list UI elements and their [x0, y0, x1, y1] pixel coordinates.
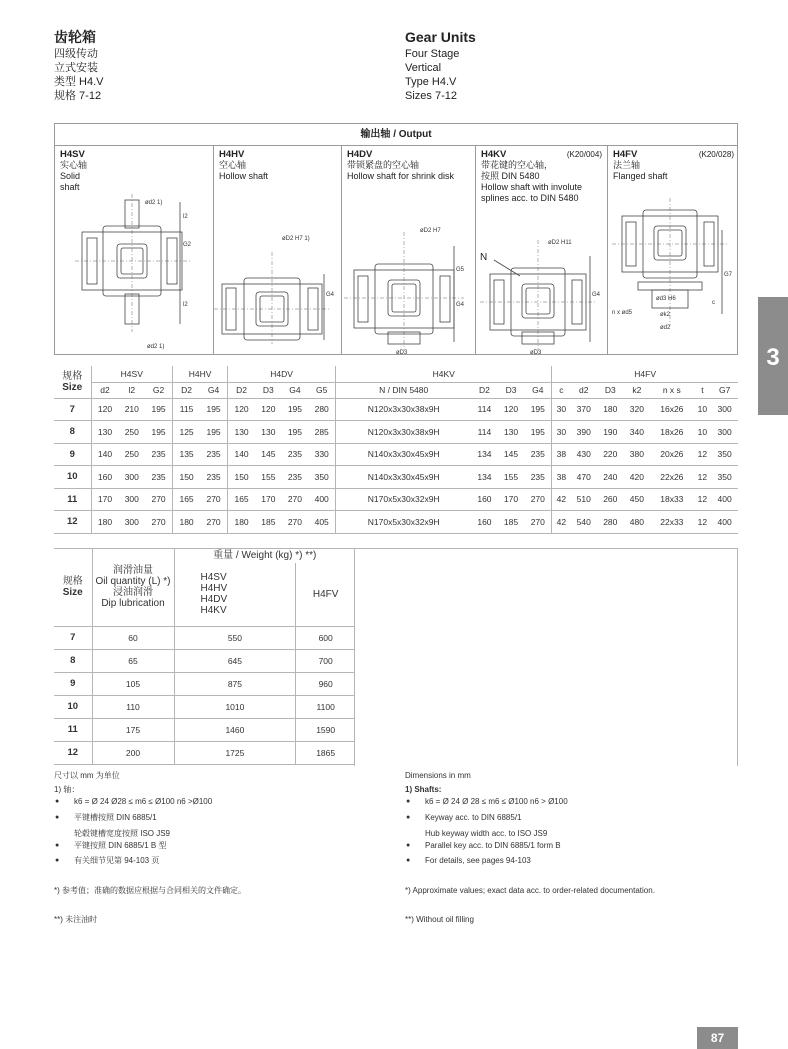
note-bullet: ● 平键按照 DIN 6885/1 B 型: [54, 840, 374, 852]
table-cell: 16x26: [650, 398, 693, 421]
table-cell: 130: [255, 421, 282, 444]
table-cell: 18x33: [650, 488, 693, 511]
size-header: 规格 Size: [54, 548, 92, 626]
table-cell: 235: [145, 443, 173, 466]
table-cell: 135: [173, 443, 201, 466]
table-cell: 195: [200, 398, 228, 421]
oil-weight-table: [54, 548, 355, 765]
table-cell: 120: [498, 398, 525, 421]
column-header: c: [552, 382, 571, 398]
svg-text:n x ød5: n x ød5: [612, 310, 633, 316]
panel-title: 输出轴 / Output: [55, 124, 737, 146]
table-cell: 140: [228, 443, 256, 466]
table-cell: 60: [92, 626, 174, 649]
table-cell: 1865: [296, 741, 355, 764]
header-cn: [54, 28, 104, 103]
size-cell: 12: [54, 741, 92, 764]
note-line: 轮毂键槽宽度按照 ISO JS9: [74, 829, 171, 838]
table-cell: 300: [119, 466, 146, 489]
drawing-h4kv: [476, 146, 608, 355]
chapter-tab: [758, 297, 788, 415]
svg-text:N: N: [480, 252, 488, 263]
solid-shaft-drawing: [55, 146, 214, 355]
table-row: [54, 672, 355, 695]
table-cell: 180: [173, 511, 201, 534]
column-header: D2: [471, 382, 498, 398]
column-header: l2: [119, 382, 146, 398]
table-cell: 120: [255, 398, 282, 421]
note-bullet: ● Parallel key acc. to DIN 6885/1 form B: [405, 840, 738, 852]
column-header: n x s: [650, 382, 693, 398]
note-bullet: ● Keyway acc. to DIN 6885/1: [405, 812, 738, 824]
table-cell: 270: [145, 488, 173, 511]
table-cell: 280: [308, 398, 336, 421]
svg-text:øk2: øk2: [660, 312, 671, 318]
table-column-header: [54, 382, 738, 398]
table-row: [54, 718, 355, 741]
table-cell: 155: [255, 466, 282, 489]
notes-en: [405, 770, 738, 926]
table-row: [54, 511, 738, 534]
footnote: **) 未注油时: [54, 915, 98, 924]
note-bullet: ● k6 = Ø 24 Ø 28 ≤ m6 ≤ Ø100 n6 > Ø100: [405, 796, 738, 808]
table-row: [54, 626, 355, 649]
group-h4sv: H4SV: [91, 366, 173, 382]
table-cell: 1725: [174, 741, 296, 764]
table-cell: 65: [92, 649, 174, 672]
column-header: d2: [570, 382, 597, 398]
table-cell: 270: [145, 511, 173, 534]
table-cell: 350: [308, 466, 336, 489]
table-cell: N140x3x30x45x9H: [336, 443, 471, 466]
table-cell: 270: [282, 488, 309, 511]
header-en-line: Vertical: [405, 62, 442, 74]
table-cell: N140x3x30x45x9H: [336, 466, 471, 489]
column-header: t: [694, 382, 712, 398]
table-cell: 130: [228, 421, 256, 444]
table-cell: 160: [91, 466, 119, 489]
table-cell: 235: [282, 443, 309, 466]
table-cell: 110: [92, 695, 174, 718]
table-cell: 130: [91, 421, 119, 444]
table-cell: 450: [624, 488, 651, 511]
size-cell: 11: [54, 718, 92, 741]
svg-text:G4: G4: [456, 302, 465, 308]
column-header: G4: [200, 382, 228, 398]
drawing-title: H4DV 带锁紧盘的空心轴 Hollow shaft for shrink disk: [347, 149, 455, 181]
table-row: [54, 695, 355, 718]
table-cell: 250: [119, 443, 146, 466]
output-drawings-panel: [54, 123, 738, 355]
svg-text:c: c: [712, 300, 715, 306]
table-cell: 235: [200, 443, 228, 466]
drawing-title: H4FV 法兰轴 Flanged shaft: [613, 149, 668, 181]
table-cell: 600: [296, 626, 355, 649]
notes-cn: [54, 770, 374, 926]
size-cell: 11: [54, 488, 91, 511]
table-cell: 330: [308, 443, 336, 466]
drawing-title: H4KV 带花键的空心轴， 按照 DIN 5480 Hollow shaft with involute splines acc. to DIN 5480: [481, 149, 583, 203]
table-cell: 120: [91, 398, 119, 421]
table-cell: 320: [624, 398, 651, 421]
table-cell: 430: [570, 443, 597, 466]
table-cell: 960: [296, 672, 355, 695]
table-cell: 470: [570, 466, 597, 489]
size-cell: 8: [54, 421, 91, 444]
table-cell: 115: [173, 398, 201, 421]
table-cell: 125: [173, 421, 201, 444]
table-cell: 1010: [174, 695, 296, 718]
table-row: [54, 421, 738, 444]
header-en: [405, 28, 476, 103]
column-header: D3: [255, 382, 282, 398]
table-cell: 260: [597, 488, 624, 511]
column-header: d2: [91, 382, 119, 398]
table-cell: 170: [498, 488, 525, 511]
table-cell: 180: [91, 511, 119, 534]
table-cell: 170: [255, 488, 282, 511]
table-cell: 140: [91, 443, 119, 466]
table-cell: 175: [92, 718, 174, 741]
table-cell: 12: [694, 488, 712, 511]
page-number: 87: [697, 1027, 738, 1049]
column-header: G5: [308, 382, 336, 398]
table-cell: 875: [174, 672, 296, 695]
table-cell: 20x26: [650, 443, 693, 466]
weight-group-2: H4FV: [296, 563, 355, 626]
drawing-h4fv: [608, 146, 739, 355]
header-en-line: Four Stage: [405, 48, 460, 60]
header-cn-title: 齿轮箱: [54, 29, 96, 45]
svg-text:øD2 H7: øD2 H7: [420, 228, 441, 234]
table-cell: 10: [694, 398, 712, 421]
table-cell: N120x3x30x38x9H: [336, 398, 471, 421]
table-cell: 155: [498, 466, 525, 489]
size-cell: 7: [54, 398, 91, 421]
drawing-h4sv: [55, 146, 214, 355]
table-cell: 42: [552, 488, 571, 511]
note-line: 1) 轴：: [54, 785, 80, 794]
header-cn-line: 四级传动: [54, 48, 98, 60]
table-cell: 700: [296, 649, 355, 672]
column-header: D2: [228, 382, 256, 398]
table2-empty-area: [354, 548, 738, 766]
table-cell: 38: [552, 443, 571, 466]
table-cell: 400: [711, 511, 738, 534]
footnote: *) 参考值；准确的数据应根据与合同相关的文件确定。: [54, 886, 246, 895]
table-cell: 235: [200, 466, 228, 489]
table-cell: 350: [711, 466, 738, 489]
table-cell: N120x3x30x38x9H: [336, 421, 471, 444]
table-row: [54, 488, 738, 511]
group-h4dv: H4DV: [228, 366, 336, 382]
svg-text:G2: G2: [183, 242, 192, 248]
header-en-line: Type H4.V: [405, 76, 457, 88]
table-cell: 300: [119, 511, 146, 534]
drawing-tag: (K20/028): [698, 150, 734, 159]
table-cell: 134: [471, 443, 498, 466]
table-cell: N170x5x30x32x9H: [336, 511, 471, 534]
drawing-tag: (K20/004): [566, 150, 602, 159]
table-cell: 370: [570, 398, 597, 421]
shrink-disk-shaft-drawing: [342, 146, 476, 355]
table-cell: 114: [471, 398, 498, 421]
table-cell: 210: [119, 398, 146, 421]
column-header: G4: [524, 382, 552, 398]
table-cell: 105: [92, 672, 174, 695]
table-cell: 400: [308, 488, 336, 511]
header-cn-line: 类型 H4.V: [54, 76, 104, 88]
table-cell: 165: [173, 488, 201, 511]
table-cell: 380: [624, 443, 651, 466]
note-line: Hub keyway width acc. to ISO JS9: [425, 829, 548, 838]
drawing-h4dv: [342, 146, 476, 355]
header-en-line: Sizes 7-12: [405, 90, 457, 102]
table-cell: 30: [552, 421, 571, 444]
table-cell: 18x26: [650, 421, 693, 444]
drawing-title: H4HV 空心轴 Hollow shaft: [219, 149, 269, 181]
table-cell: 134: [471, 466, 498, 489]
table-cell: 195: [282, 421, 309, 444]
column-header: G4: [282, 382, 309, 398]
column-header: G2: [145, 382, 173, 398]
group-h4kv: H4KV: [336, 366, 552, 382]
table-cell: 300: [119, 488, 146, 511]
table2-header: [54, 548, 355, 563]
table-cell: 180: [228, 511, 256, 534]
table-cell: 38: [552, 466, 571, 489]
column-header: D2: [173, 382, 201, 398]
table-cell: 150: [228, 466, 256, 489]
table-cell: 540: [570, 511, 597, 534]
note-bullet: ● 有关细节见第 94-103 页: [54, 855, 374, 867]
column-header: G7: [711, 382, 738, 398]
dimensions-table: [54, 366, 738, 534]
note-line: 1) Shafts:: [405, 785, 442, 794]
table-cell: 420: [624, 466, 651, 489]
table-cell: 42: [552, 511, 571, 534]
table-cell: 240: [597, 466, 624, 489]
size-header: 规格 Size: [54, 366, 91, 398]
size-cell: 9: [54, 443, 91, 466]
table-cell: 235: [524, 466, 552, 489]
table-cell: 120: [228, 398, 256, 421]
drawing-title: H4SV 实心轴 Solid shaft: [60, 149, 88, 192]
svg-text:G7: G7: [724, 272, 733, 278]
table-cell: 270: [200, 488, 228, 511]
table-cell: 185: [255, 511, 282, 534]
table-group-header: [54, 366, 738, 382]
table-cell: 285: [308, 421, 336, 444]
table-cell: 645: [174, 649, 296, 672]
table-cell: 270: [524, 511, 552, 534]
table-cell: 145: [498, 443, 525, 466]
chapter-number: 3: [766, 344, 780, 371]
table-cell: 160: [471, 488, 498, 511]
table-cell: N170x5x30x32x9H: [336, 488, 471, 511]
column-header: D3: [498, 382, 525, 398]
note-bullet: ● 平键槽按照 DIN 6885/1: [54, 812, 374, 824]
table-cell: 350: [711, 443, 738, 466]
table-cell: 1590: [296, 718, 355, 741]
table-cell: 270: [282, 511, 309, 534]
svg-text:l2: l2: [183, 302, 188, 308]
table-cell: 340: [624, 421, 651, 444]
table-cell: 130: [498, 421, 525, 444]
svg-text:G4: G4: [326, 292, 335, 298]
footnote: **) Without oil filling: [405, 915, 474, 924]
column-header: N / DIN 5480: [336, 382, 471, 398]
table-cell: 12: [694, 466, 712, 489]
column-header: k2: [624, 382, 651, 398]
table-cell: 270: [200, 511, 228, 534]
group-h4fv: H4FV: [552, 366, 738, 382]
table-cell: 22x33: [650, 511, 693, 534]
svg-text:ød2 1): ød2 1): [145, 200, 163, 206]
column-header: D3: [597, 382, 624, 398]
table-cell: 114: [471, 421, 498, 444]
table-cell: 160: [471, 511, 498, 534]
svg-text:øD2 H11: øD2 H11: [548, 240, 572, 246]
size-cell: 7: [54, 626, 92, 649]
table-cell: 235: [145, 466, 173, 489]
table-cell: 480: [624, 511, 651, 534]
svg-text:øD3: øD3: [530, 350, 542, 355]
note-line: Dimensions in mm: [405, 771, 471, 780]
table-row: [54, 466, 738, 489]
table-cell: 195: [524, 398, 552, 421]
splined-shaft-drawing: [476, 146, 608, 355]
table-cell: 200: [92, 741, 174, 764]
table-cell: 195: [145, 421, 173, 444]
table-cell: 150: [173, 466, 201, 489]
svg-text:G4: G4: [592, 292, 601, 298]
weight-header: 重量 / Weight (kg) *) **): [174, 548, 355, 563]
table-cell: 390: [570, 421, 597, 444]
svg-text:l2: l2: [183, 214, 188, 220]
table-cell: 270: [524, 488, 552, 511]
table-cell: 180: [597, 398, 624, 421]
table-cell: 165: [228, 488, 256, 511]
svg-text:ød2: ød2: [660, 325, 671, 331]
oil-quantity-header: 润滑油量 Oil quantity (L) *) 浸油润滑 Dip lubrication: [92, 548, 174, 626]
table-cell: 190: [597, 421, 624, 444]
svg-text:øD2 H7 1): øD2 H7 1): [282, 236, 310, 242]
svg-text:G5: G5: [456, 267, 465, 273]
table-row: [54, 398, 738, 421]
table-cell: 22x26: [650, 466, 693, 489]
header-cn-line: 立式安装: [54, 62, 98, 74]
table-cell: 195: [524, 421, 552, 444]
table-row: [54, 443, 738, 466]
table-cell: 300: [711, 398, 738, 421]
table-cell: 550: [174, 626, 296, 649]
table-cell: 235: [282, 466, 309, 489]
table-cell: 12: [694, 511, 712, 534]
table-cell: 195: [145, 398, 173, 421]
table-cell: 405: [308, 511, 336, 534]
table-row: [54, 649, 355, 672]
hollow-shaft-drawing: [214, 146, 342, 355]
header-en-title: Gear Units: [405, 29, 476, 45]
size-cell: 12: [54, 511, 91, 534]
table-cell: 10: [694, 421, 712, 444]
footnote: *) Approximate values; exact data acc. to order-related documentation.: [405, 886, 655, 895]
table-cell: 30: [552, 398, 571, 421]
size-cell: 10: [54, 466, 91, 489]
table-cell: 1100: [296, 695, 355, 718]
table-cell: 220: [597, 443, 624, 466]
table-cell: 145: [255, 443, 282, 466]
note-bullet: ● For details, see pages 94-103: [405, 855, 738, 867]
size-cell: 9: [54, 672, 92, 695]
table-cell: 185: [498, 511, 525, 534]
size-cell: 8: [54, 649, 92, 672]
drawing-h4hv: [214, 146, 342, 355]
note-line: 尺寸以 mm 为单位: [54, 771, 120, 780]
table-row: [54, 741, 355, 764]
svg-text:ød3 H6: ød3 H6: [656, 296, 676, 302]
table-cell: 195: [282, 398, 309, 421]
table-cell: 400: [711, 488, 738, 511]
header-cn-line: 规格 7-12: [54, 90, 102, 102]
group-h4hv: H4HV: [173, 366, 228, 382]
table-cell: 300: [711, 421, 738, 444]
svg-text:ød2 1): ød2 1): [147, 344, 165, 350]
note-bullet: ● k6 = Ø 24 Ø28 ≤ m6 ≤ Ø100 n6 >Ø100: [54, 796, 374, 808]
svg-text:øD3: øD3: [396, 350, 408, 355]
flanged-shaft-drawing: [608, 146, 739, 355]
table-cell: 510: [570, 488, 597, 511]
table-cell: 1460: [174, 718, 296, 741]
table-cell: 235: [524, 443, 552, 466]
size-cell: 10: [54, 695, 92, 718]
table-cell: 250: [119, 421, 146, 444]
weight-group-1: H4SV H4HV H4DV H4KV: [174, 563, 296, 626]
table-cell: 195: [200, 421, 228, 444]
table-cell: 170: [91, 488, 119, 511]
table-cell: 12: [694, 443, 712, 466]
table-cell: 280: [597, 511, 624, 534]
